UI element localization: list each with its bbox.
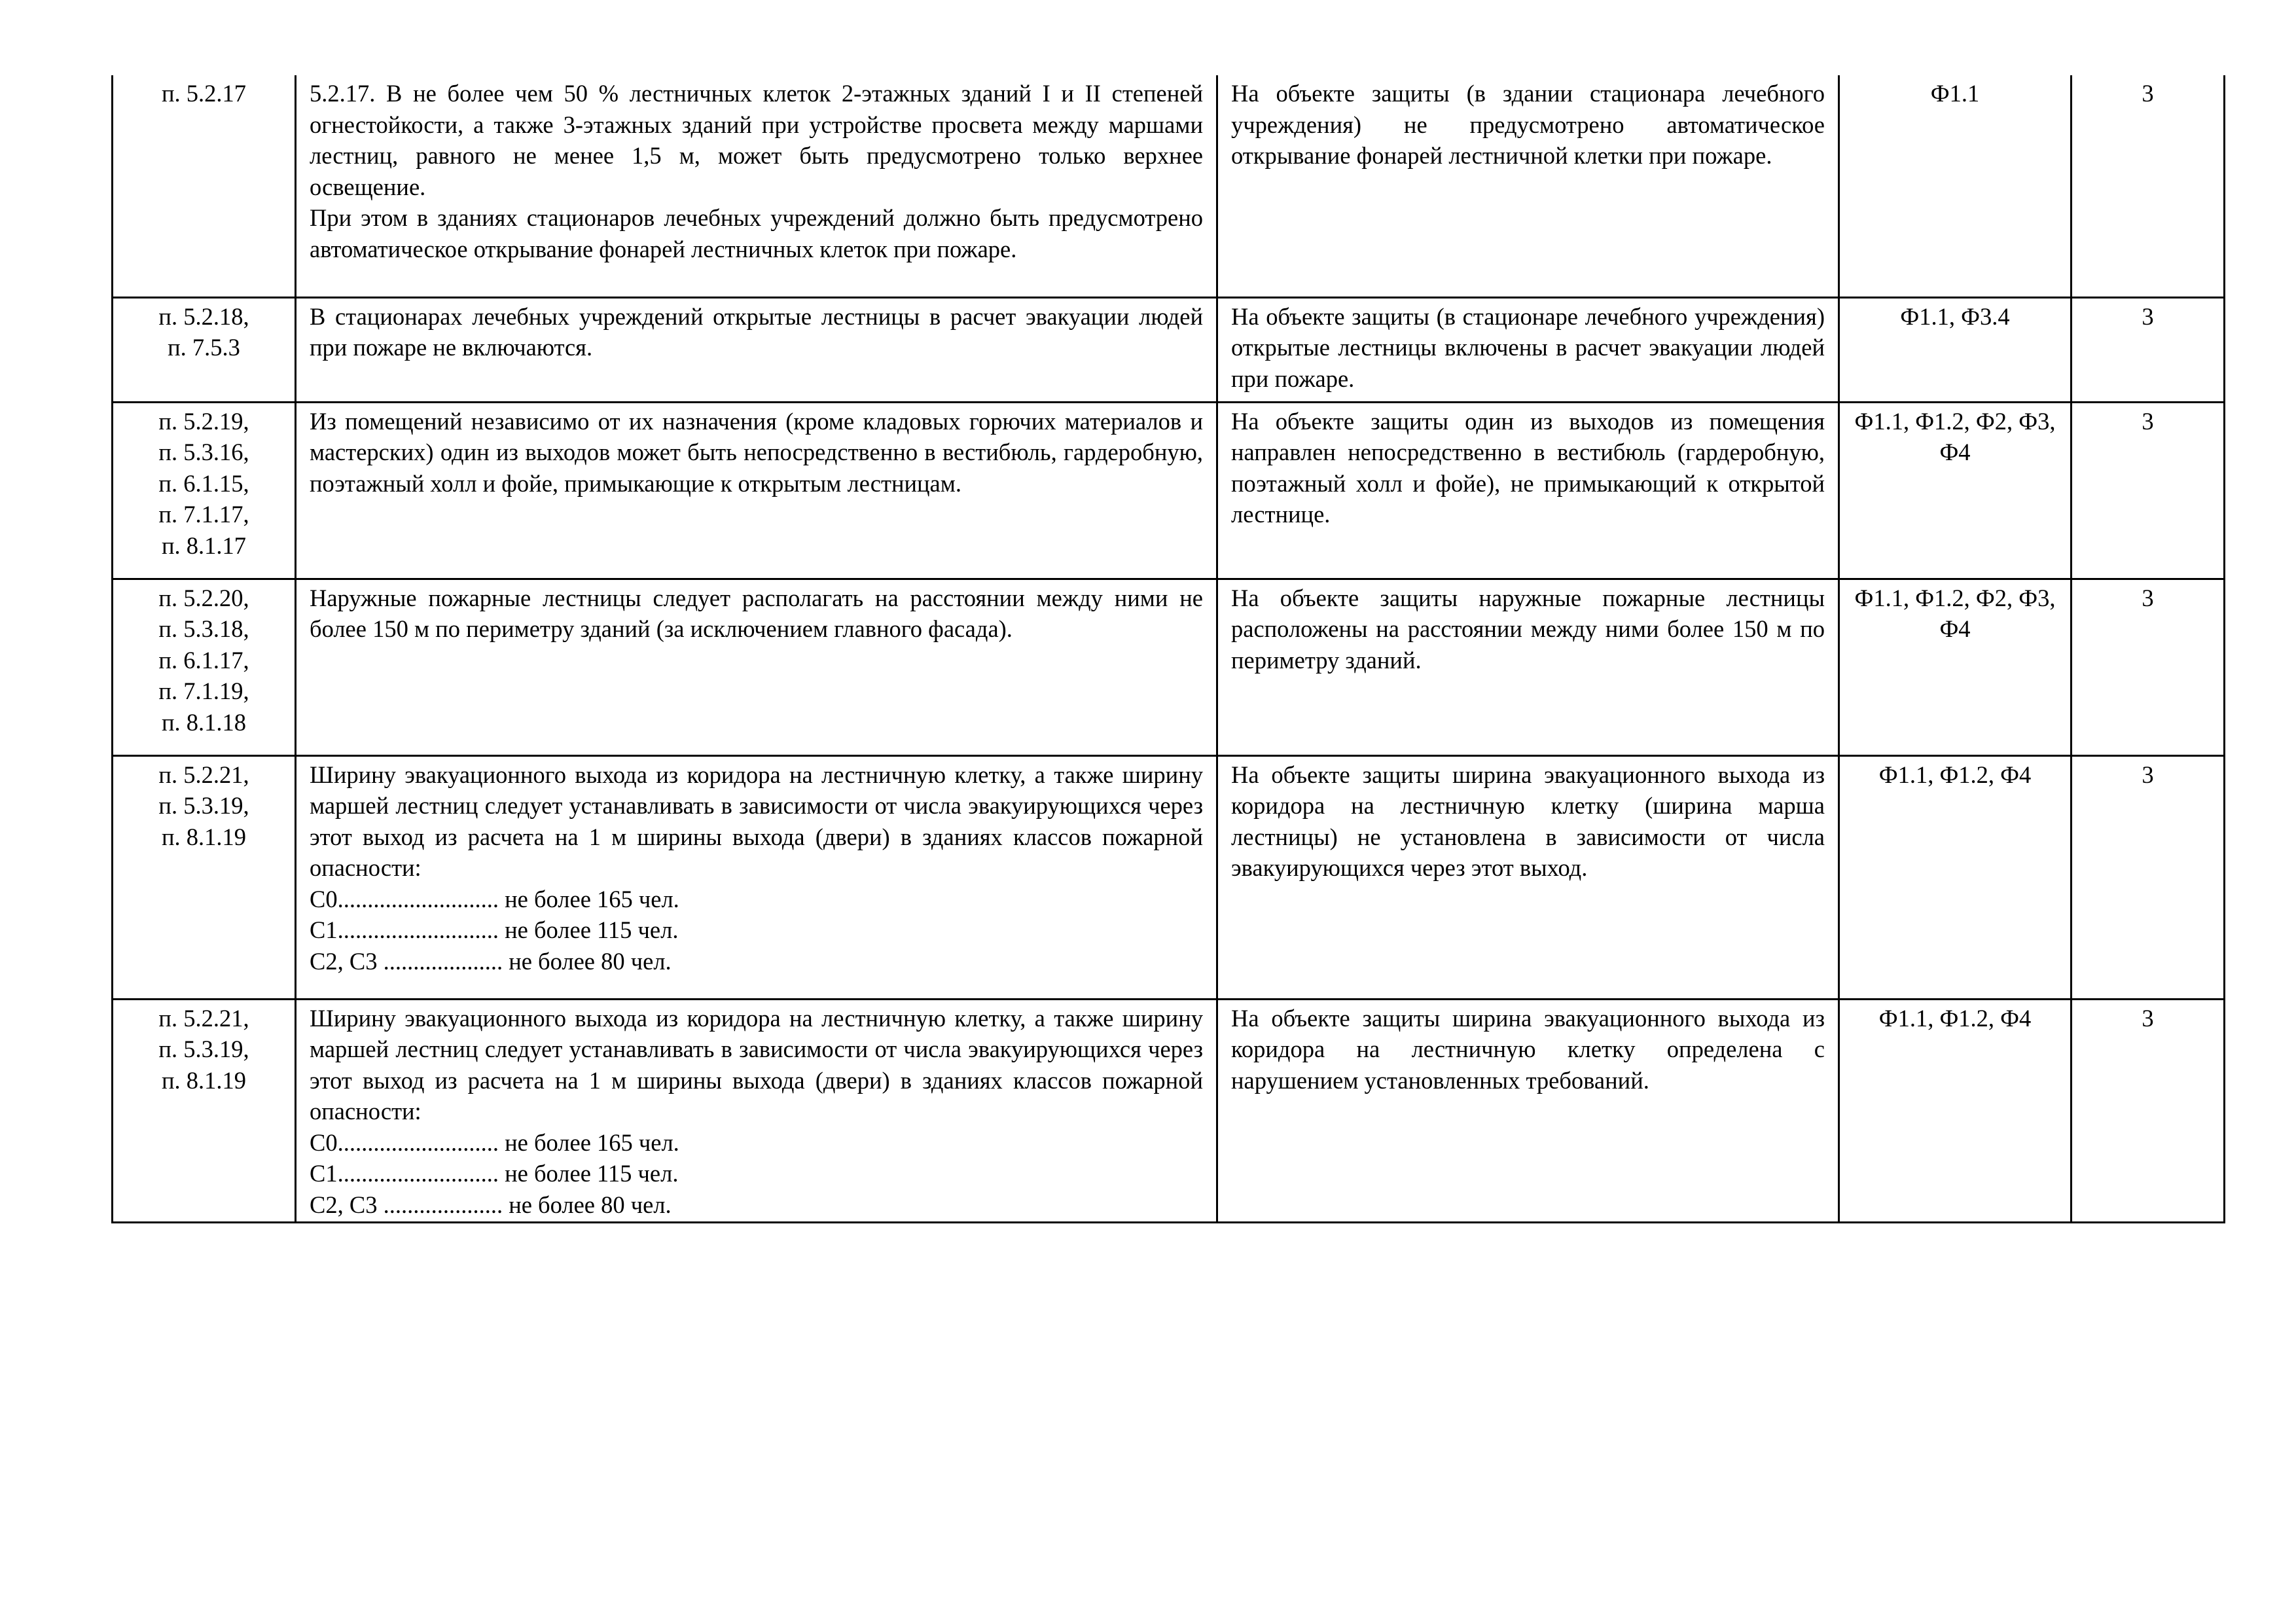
requirement-paragraph: В стационарах лечебных учреждений открытые лестницы в расчет эвакуации людей при пожаре не включаются. [310,302,1203,361]
requirement-paragraph: Ширину эвакуационного выхода из коридора на лестничную клетку, а также ширину маршей лестниц следует устанавливать в зависимости от числа эвакуирующихся через этот выход из расчета на 1 м ширины выхода (двери) в зданиях классов пожарной опасности: [310,1004,1203,1125]
clause-reference: п. 5.2.20, [158,584,249,611]
clause-reference: п. 7.1.19, [158,677,249,704]
violation-text: На объекте защиты ширина эвакуационного выхода из коридора на лестничную клетку определена с нарушением установленных требований. [1231,1004,1825,1094]
requirement-paragraph: Из помещений независимо от их назначения (кроме кладовых горючих материалов и мастерских) один из выходов может быть непосредственно в вестибюль, гардеробную, поэтажный холл и фойе, примыкающие к открытым лестницам. [310,407,1203,497]
clause-reference: п. 8.1.19 [161,823,247,850]
table-row [113,75,2225,297]
fire-class-limit: С0........................... не более 165 чел. [310,885,679,912]
clause-reference: п. 8.1.17 [161,532,247,559]
violation-text: На объекте защиты один из выходов из помещения направлен непосредственно в вестибюль (гардеробную, поэтажный холл и фойе), не примыкающий к открытой лестнице. [1231,407,1825,528]
clause-reference: п. 5.3.19, [158,792,249,819]
clause-reference-cell [113,579,296,755]
table-row [113,297,2225,402]
clause-reference-cell [113,297,296,402]
table-row [113,755,2225,999]
violation-cell [1217,755,1839,999]
violation-cell [1217,402,1839,579]
requirement-paragraph: Наружные пожарные лестницы следует располагать на расстоянии между ними не более 150 м по периметру зданий (за исключением главного фасада). [310,584,1203,642]
hazard-class-cell: Ф1.1, Ф3.4 [1839,297,2072,402]
violation-text: На объекте защиты ширина эвакуационного выхода из коридора на лестничную клетку (ширина марша лестницы) не установлена в зависимости от числа эвакуирующихся через этот выход. [1231,761,1825,881]
risk-category-cell: 3 [2072,402,2225,579]
clause-reference: п. 5.2.21, [158,1004,249,1032]
clause-reference-cell [113,999,296,1222]
clause-reference-cell [113,755,296,999]
requirement-paragraph: 5.2.17. В не более чем 50 % лестничных клеток 2-этажных зданий I и II степеней огнестойкости, а также 3-этажных зданий при устройстве просвета между маршами лестниц, равного не менее 1,5 м, может быть предусмотрено только верхнее освещение. [310,80,1203,200]
requirement-cell [296,402,1217,579]
clause-reference-cell [113,75,296,297]
table-row [113,999,2225,1222]
clause-reference: п. 8.1.18 [161,708,247,736]
hazard-class-cell: Ф1.1, Ф1.2, Ф2, Ф3, Ф4 [1839,579,2072,755]
violation-text: На объекте защиты (в стационаре лечебного учреждения) открытые лестницы включены в расчет эвакуации людей при пожаре. [1231,302,1825,392]
clause-reference: п. 5.2.19, [158,407,249,435]
hazard-class-cell: Ф1.1, Ф1.2, Ф4 [1839,999,2072,1222]
fire-class-limit: С1........................... не более 115 чел. [310,1160,679,1187]
violation-cell [1217,75,1839,297]
violation-text: На объекте защиты наружные пожарные лестницы расположены на расстоянии между ними более 150 м по периметру зданий. [1231,584,1825,674]
hazard-class-cell: Ф1.1 [1839,75,2072,297]
clause-reference-cell [113,402,296,579]
fire-class-limit: С2, С3 .................... не более 80 чел. [310,1191,672,1218]
requirement-cell [296,579,1217,755]
requirement-cell [296,297,1217,402]
clause-reference: п. 5.2.18, [158,302,249,330]
hazard-class-cell: Ф1.1, Ф1.2, Ф2, Ф3, Ф4 [1839,402,2072,579]
table-row [113,579,2225,755]
risk-category-cell: 3 [2072,75,2225,297]
clause-reference: п. 6.1.17, [158,646,249,674]
violation-cell [1217,579,1839,755]
fire-class-limit: С0........................... не более 165 чел. [310,1128,679,1156]
violation-cell [1217,999,1839,1222]
requirement-cell [296,999,1217,1222]
risk-category-cell: 3 [2072,297,2225,402]
violation-text: На объекте защиты (в здании стационара лечебного учреждения) не предусмотрено автоматическое открывание фонарей лестничной клетки при пожаре. [1231,80,1825,169]
fire-class-limit: С1........................... не более 115 чел. [310,916,679,943]
risk-category-cell: 3 [2072,999,2225,1222]
clause-reference: п. 5.3.16, [158,439,249,465]
risk-category-cell: 3 [2072,755,2225,999]
requirement-paragraph: При этом в зданиях стационаров лечебных учреждений должно быть предусмотрено автоматическое открывание фонарей лестничных клеток при пожаре. [310,204,1203,262]
table-row [113,402,2225,579]
hazard-class-cell: Ф1.1, Ф1.2, Ф4 [1839,755,2072,999]
requirements-table-body [113,75,2225,1222]
clause-reference: п. 6.1.15, [158,469,249,497]
requirement-cell [296,755,1217,999]
clause-reference: п. 5.2.21, [158,761,249,788]
clause-reference: п. 7.1.17, [158,501,249,528]
risk-category-cell: 3 [2072,579,2225,755]
clause-reference: п. 8.1.19 [161,1066,247,1094]
requirement-paragraph: Ширину эвакуационного выхода из коридора на лестничную клетку, а также ширину маршей лестниц следует устанавливать в зависимости от числа эвакуирующихся через этот выход из расчета на 1 м ширины выхода (двери) в зданиях классов пожарной опасности: [310,761,1203,881]
violation-cell [1217,297,1839,402]
requirement-cell [296,75,1217,297]
fire-class-limit: С2, С3 .................... не более 80 чел. [310,947,672,975]
clause-reference: п. 5.2.17 [161,80,247,107]
clause-reference: п. 5.3.18, [158,615,249,642]
requirements-table [111,75,2225,1223]
clause-reference: п. 5.3.19, [158,1036,249,1062]
clause-reference: п. 7.5.3 [168,334,240,361]
